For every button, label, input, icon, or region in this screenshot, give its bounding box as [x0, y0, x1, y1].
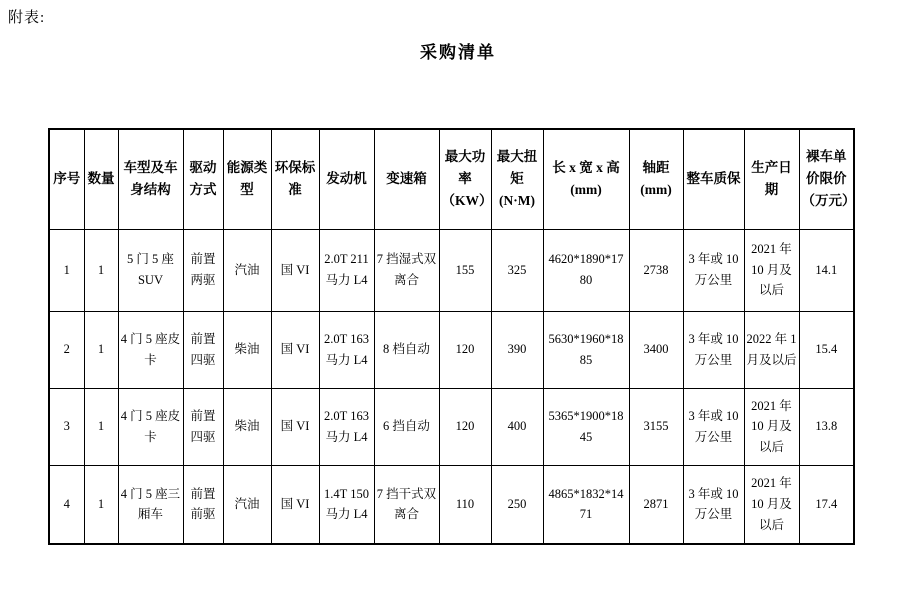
table-cell: 3 — [49, 388, 84, 465]
table-cell: 柴油 — [223, 388, 271, 465]
table-cell: 1 — [84, 311, 118, 388]
table-cell: 3 年或 10 万公里 — [683, 388, 744, 465]
table-cell: 4 — [49, 465, 84, 544]
table-row — [49, 465, 854, 544]
table-cell: 2022 年 1 月及以后 — [744, 311, 799, 388]
table-cell: 2.0T 163 马力 L4 — [319, 311, 374, 388]
table-cell: 1 — [49, 229, 84, 311]
table-cell: 2021 年 10 月及以后 — [744, 229, 799, 311]
header-cell: 序号 — [49, 129, 84, 229]
table-cell: 7 挡湿式双离合 — [374, 229, 439, 311]
header-cell: 生产日期 — [744, 129, 799, 229]
procurement-table — [48, 128, 855, 545]
table-cell: 前置四驱 — [183, 311, 223, 388]
table-cell: 1.4T 150 马力 L4 — [319, 465, 374, 544]
table-cell: 1 — [84, 465, 118, 544]
table-cell: 4 门 5 座三厢车 — [118, 465, 183, 544]
header-cell: 驱动方式 — [183, 129, 223, 229]
table-row — [49, 229, 854, 311]
table-cell: 1 — [84, 388, 118, 465]
table-cell: 汽油 — [223, 465, 271, 544]
table-cell: 3 年或 10 万公里 — [683, 229, 744, 311]
table-cell: 17.4 — [799, 465, 854, 544]
table-cell: 1 — [84, 229, 118, 311]
table-cell: 2021 年 10 月及以后 — [744, 465, 799, 544]
table-cell: 2738 — [629, 229, 683, 311]
header-cell: 能源类型 — [223, 129, 271, 229]
table-cell: 325 — [491, 229, 543, 311]
table-cell: 400 — [491, 388, 543, 465]
table-cell: 5365*1900*1845 — [543, 388, 629, 465]
table-cell: 2.0T 163 马力 L4 — [319, 388, 374, 465]
table-cell: 2.0T 211 马力 L4 — [319, 229, 374, 311]
table-cell: 2871 — [629, 465, 683, 544]
table-cell: 7 挡干式双离合 — [374, 465, 439, 544]
page-title: 采购清单 — [420, 43, 496, 62]
header-cell: 轴距(mm) — [629, 129, 683, 229]
table-cell: 110 — [439, 465, 491, 544]
header-cell: 数量 — [84, 129, 118, 229]
table-cell: 3 年或 10 万公里 — [683, 465, 744, 544]
table-cell: 2021 年 10 月及以后 — [744, 388, 799, 465]
table-header-row-container — [49, 129, 854, 229]
table-cell: 120 — [439, 388, 491, 465]
table-cell: 国 VI — [271, 229, 319, 311]
table-cell: 国 VI — [271, 311, 319, 388]
header-cell: 车型及车身结构 — [118, 129, 183, 229]
table-cell: 汽油 — [223, 229, 271, 311]
header-cell: 长 x 宽 x 高(mm) — [543, 129, 629, 229]
table-cell: 3 年或 10 万公里 — [683, 311, 744, 388]
table-cell: 13.8 — [799, 388, 854, 465]
table-cell: 5630*1960*1885 — [543, 311, 629, 388]
table-header-row — [49, 129, 854, 229]
table-cell: 前置四驱 — [183, 388, 223, 465]
table-cell: 2 — [49, 311, 84, 388]
table-cell: 4 门 5 座皮卡 — [118, 388, 183, 465]
table-cell: 国 VI — [271, 388, 319, 465]
table-cell: 155 — [439, 229, 491, 311]
table-cell: 4 门 5 座皮卡 — [118, 311, 183, 388]
table-cell: 前置两驱 — [183, 229, 223, 311]
header-cell: 最大扭矩(N·M) — [491, 129, 543, 229]
table-row — [49, 388, 854, 465]
table-cell: 国 VI — [271, 465, 319, 544]
table-cell: 3155 — [629, 388, 683, 465]
table-cell: 6 挡自动 — [374, 388, 439, 465]
table-body — [49, 229, 854, 544]
table-cell: 柴油 — [223, 311, 271, 388]
table-cell: 390 — [491, 311, 543, 388]
header-cell: 最大功率（KW） — [439, 129, 491, 229]
table-cell: 3400 — [629, 311, 683, 388]
header-cell: 环保标准 — [271, 129, 319, 229]
appendix-label: 附表: — [8, 10, 46, 26]
table-cell: 前置前驱 — [183, 465, 223, 544]
table-cell: 5 门 5 座 SUV — [118, 229, 183, 311]
table-cell: 15.4 — [799, 311, 854, 388]
table-cell: 250 — [491, 465, 543, 544]
table-cell: 4620*1890*1780 — [543, 229, 629, 311]
table-cell: 120 — [439, 311, 491, 388]
table-cell: 14.1 — [799, 229, 854, 311]
header-cell: 裸车单价限价（万元） — [799, 129, 854, 229]
header-cell: 变速箱 — [374, 129, 439, 229]
table-row — [49, 311, 854, 388]
header-cell: 整车质保 — [683, 129, 744, 229]
header-cell: 发动机 — [319, 129, 374, 229]
table-cell: 8 档自动 — [374, 311, 439, 388]
table-cell: 4865*1832*1471 — [543, 465, 629, 544]
